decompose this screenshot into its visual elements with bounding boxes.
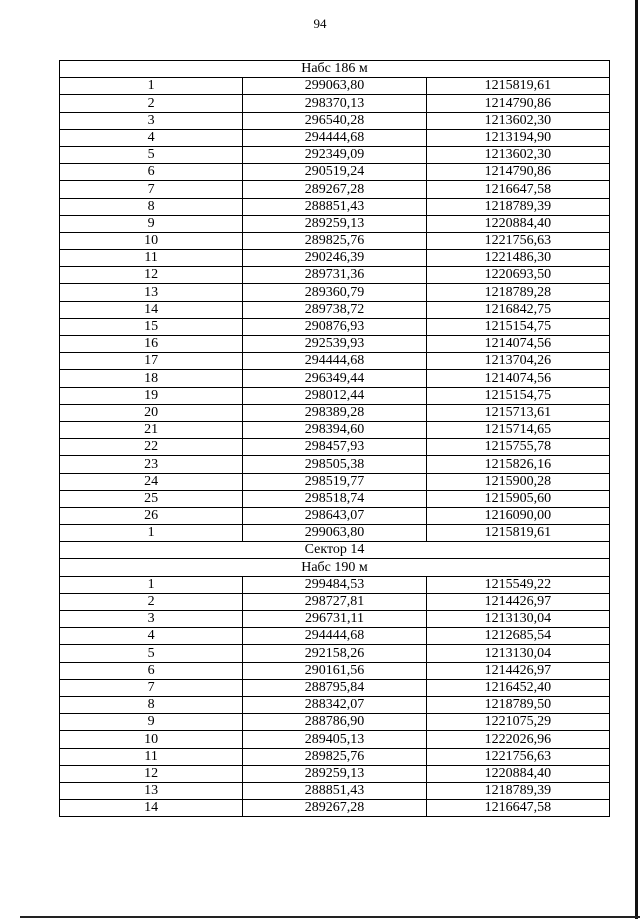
x-coordinate-cell: 298643,07 <box>243 507 426 524</box>
y-coordinate-cell: 1218789,39 <box>426 782 609 799</box>
y-coordinate-cell: 1218789,28 <box>426 284 609 301</box>
table-row <box>60 198 610 215</box>
table-row <box>60 662 610 679</box>
section-title: Набс 186 м <box>60 61 610 78</box>
y-coordinate-cell: 1220884,40 <box>426 765 609 782</box>
x-coordinate-cell: 298389,28 <box>243 404 426 421</box>
section-title: Сектор 14 <box>60 542 610 559</box>
section-header-row <box>60 61 610 78</box>
y-coordinate-cell: 1221075,29 <box>426 714 609 731</box>
table-row <box>60 628 610 645</box>
point-number-cell: 23 <box>60 456 243 473</box>
y-coordinate-cell: 1221756,63 <box>426 232 609 249</box>
table-row <box>60 336 610 353</box>
x-coordinate-cell: 299484,53 <box>243 576 426 593</box>
x-coordinate-cell: 296731,11 <box>243 611 426 628</box>
table-row <box>60 284 610 301</box>
point-number-cell: 9 <box>60 215 243 232</box>
table-row <box>60 456 610 473</box>
point-number-cell: 5 <box>60 146 243 163</box>
y-coordinate-cell: 1216647,58 <box>426 800 609 817</box>
table-row <box>60 507 610 524</box>
x-coordinate-cell: 298519,77 <box>243 473 426 490</box>
x-coordinate-cell: 292158,26 <box>243 645 426 662</box>
table-row <box>60 267 610 284</box>
point-number-cell: 2 <box>60 593 243 610</box>
table-row <box>60 164 610 181</box>
point-number-cell: 18 <box>60 370 243 387</box>
x-coordinate-cell: 288795,84 <box>243 679 426 696</box>
table-row <box>60 748 610 765</box>
point-number-cell: 11 <box>60 748 243 765</box>
point-number-cell: 13 <box>60 782 243 799</box>
y-coordinate-cell: 1222026,96 <box>426 731 609 748</box>
x-coordinate-cell: 296540,28 <box>243 112 426 129</box>
x-coordinate-cell: 289738,72 <box>243 301 426 318</box>
y-coordinate-cell: 1215819,61 <box>426 78 609 95</box>
point-number-cell: 3 <box>60 611 243 628</box>
table-row <box>60 232 610 249</box>
table-row <box>60 731 610 748</box>
y-coordinate-cell: 1218789,50 <box>426 696 609 713</box>
x-coordinate-cell: 288851,43 <box>243 782 426 799</box>
point-number-cell: 14 <box>60 301 243 318</box>
point-number-cell: 21 <box>60 421 243 438</box>
section-title: Набс 190 м <box>60 559 610 576</box>
x-coordinate-cell: 290161,56 <box>243 662 426 679</box>
x-coordinate-cell: 288851,43 <box>243 198 426 215</box>
point-number-cell: 26 <box>60 507 243 524</box>
table-row <box>60 782 610 799</box>
y-coordinate-cell: 1215826,16 <box>426 456 609 473</box>
y-coordinate-cell: 1221756,63 <box>426 748 609 765</box>
table-row <box>60 611 610 628</box>
table-row <box>60 387 610 404</box>
x-coordinate-cell: 292349,09 <box>243 146 426 163</box>
table-row <box>60 146 610 163</box>
point-number-cell: 4 <box>60 129 243 146</box>
point-number-cell: 5 <box>60 645 243 662</box>
x-coordinate-cell: 298727,81 <box>243 593 426 610</box>
y-coordinate-cell: 1218789,39 <box>426 198 609 215</box>
y-coordinate-cell: 1213130,04 <box>426 611 609 628</box>
y-coordinate-cell: 1220884,40 <box>426 215 609 232</box>
table-row <box>60 525 610 542</box>
table-row <box>60 95 610 112</box>
table-row <box>60 645 610 662</box>
y-coordinate-cell: 1213602,30 <box>426 112 609 129</box>
y-coordinate-cell: 1214790,86 <box>426 95 609 112</box>
x-coordinate-cell: 290246,39 <box>243 250 426 267</box>
table-row <box>60 318 610 335</box>
x-coordinate-cell: 299063,80 <box>243 525 426 542</box>
x-coordinate-cell: 298394,60 <box>243 421 426 438</box>
y-coordinate-cell: 1213602,30 <box>426 146 609 163</box>
point-number-cell: 6 <box>60 662 243 679</box>
y-coordinate-cell: 1212685,54 <box>426 628 609 645</box>
table-row <box>60 473 610 490</box>
y-coordinate-cell: 1213704,26 <box>426 353 609 370</box>
point-number-cell: 14 <box>60 800 243 817</box>
y-coordinate-cell: 1220693,50 <box>426 267 609 284</box>
point-number-cell: 10 <box>60 232 243 249</box>
y-coordinate-cell: 1215714,65 <box>426 421 609 438</box>
x-coordinate-cell: 298012,44 <box>243 387 426 404</box>
table-row <box>60 439 610 456</box>
y-coordinate-cell: 1215154,75 <box>426 318 609 335</box>
point-number-cell: 7 <box>60 181 243 198</box>
x-coordinate-cell: 289259,13 <box>243 215 426 232</box>
table-row <box>60 112 610 129</box>
x-coordinate-cell: 296349,44 <box>243 370 426 387</box>
y-coordinate-cell: 1214790,86 <box>426 164 609 181</box>
coordinates-table <box>59 60 610 817</box>
y-coordinate-cell: 1221486,30 <box>426 250 609 267</box>
point-number-cell: 20 <box>60 404 243 421</box>
table-row <box>60 181 610 198</box>
y-coordinate-cell: 1215713,61 <box>426 404 609 421</box>
x-coordinate-cell: 290876,93 <box>243 318 426 335</box>
table-row <box>60 576 610 593</box>
page-number: 94 <box>313 16 327 31</box>
y-coordinate-cell: 1215900,28 <box>426 473 609 490</box>
section-header-row <box>60 542 610 559</box>
x-coordinate-cell: 289267,28 <box>243 800 426 817</box>
y-coordinate-cell: 1216090,00 <box>426 507 609 524</box>
point-number-cell: 1 <box>60 78 243 95</box>
y-coordinate-cell: 1215755,78 <box>426 439 609 456</box>
table-row <box>60 215 610 232</box>
point-number-cell: 25 <box>60 490 243 507</box>
point-number-cell: 4 <box>60 628 243 645</box>
point-number-cell: 2 <box>60 95 243 112</box>
x-coordinate-cell: 298505,38 <box>243 456 426 473</box>
x-coordinate-cell: 289731,36 <box>243 267 426 284</box>
point-number-cell: 7 <box>60 679 243 696</box>
section-header-row <box>60 559 610 576</box>
scan-bottom-edge <box>20 916 640 918</box>
table-row <box>60 129 610 146</box>
table-row <box>60 714 610 731</box>
y-coordinate-cell: 1214426,97 <box>426 662 609 679</box>
table-row <box>60 301 610 318</box>
x-coordinate-cell: 294444,68 <box>243 129 426 146</box>
table-row <box>60 353 610 370</box>
x-coordinate-cell: 289259,13 <box>243 765 426 782</box>
x-coordinate-cell: 290519,24 <box>243 164 426 181</box>
table-row <box>60 78 610 95</box>
x-coordinate-cell: 294444,68 <box>243 628 426 645</box>
table-row <box>60 421 610 438</box>
y-coordinate-cell: 1213130,04 <box>426 645 609 662</box>
y-coordinate-cell: 1216647,58 <box>426 181 609 198</box>
table-row <box>60 800 610 817</box>
x-coordinate-cell: 289267,28 <box>243 181 426 198</box>
point-number-cell: 16 <box>60 336 243 353</box>
coordinates-table-body <box>60 61 610 817</box>
table-row <box>60 490 610 507</box>
point-number-cell: 1 <box>60 576 243 593</box>
point-number-cell: 12 <box>60 765 243 782</box>
x-coordinate-cell: 289405,13 <box>243 731 426 748</box>
x-coordinate-cell: 292539,93 <box>243 336 426 353</box>
point-number-cell: 17 <box>60 353 243 370</box>
x-coordinate-cell: 289825,76 <box>243 232 426 249</box>
point-number-cell: 9 <box>60 714 243 731</box>
table-row <box>60 250 610 267</box>
y-coordinate-cell: 1215154,75 <box>426 387 609 404</box>
point-number-cell: 22 <box>60 439 243 456</box>
x-coordinate-cell: 294444,68 <box>243 353 426 370</box>
x-coordinate-cell: 289360,79 <box>243 284 426 301</box>
point-number-cell: 8 <box>60 696 243 713</box>
table-row <box>60 679 610 696</box>
y-coordinate-cell: 1215549,22 <box>426 576 609 593</box>
y-coordinate-cell: 1214074,56 <box>426 370 609 387</box>
point-number-cell: 1 <box>60 525 243 542</box>
x-coordinate-cell: 288786,90 <box>243 714 426 731</box>
x-coordinate-cell: 298518,74 <box>243 490 426 507</box>
y-coordinate-cell: 1216452,40 <box>426 679 609 696</box>
y-coordinate-cell: 1214426,97 <box>426 593 609 610</box>
x-coordinate-cell: 298370,13 <box>243 95 426 112</box>
y-coordinate-cell: 1215905,60 <box>426 490 609 507</box>
point-number-cell: 8 <box>60 198 243 215</box>
y-coordinate-cell: 1216842,75 <box>426 301 609 318</box>
y-coordinate-cell: 1213194,90 <box>426 129 609 146</box>
x-coordinate-cell: 288342,07 <box>243 696 426 713</box>
y-coordinate-cell: 1215819,61 <box>426 525 609 542</box>
point-number-cell: 10 <box>60 731 243 748</box>
table-row <box>60 593 610 610</box>
scan-right-edge <box>635 0 638 919</box>
x-coordinate-cell: 298457,93 <box>243 439 426 456</box>
point-number-cell: 19 <box>60 387 243 404</box>
table-row <box>60 404 610 421</box>
point-number-cell: 13 <box>60 284 243 301</box>
point-number-cell: 11 <box>60 250 243 267</box>
point-number-cell: 15 <box>60 318 243 335</box>
x-coordinate-cell: 299063,80 <box>243 78 426 95</box>
table-row <box>60 765 610 782</box>
table-row <box>60 370 610 387</box>
point-number-cell: 3 <box>60 112 243 129</box>
x-coordinate-cell: 289825,76 <box>243 748 426 765</box>
point-number-cell: 12 <box>60 267 243 284</box>
point-number-cell: 24 <box>60 473 243 490</box>
table-row <box>60 696 610 713</box>
point-number-cell: 6 <box>60 164 243 181</box>
y-coordinate-cell: 1214074,56 <box>426 336 609 353</box>
